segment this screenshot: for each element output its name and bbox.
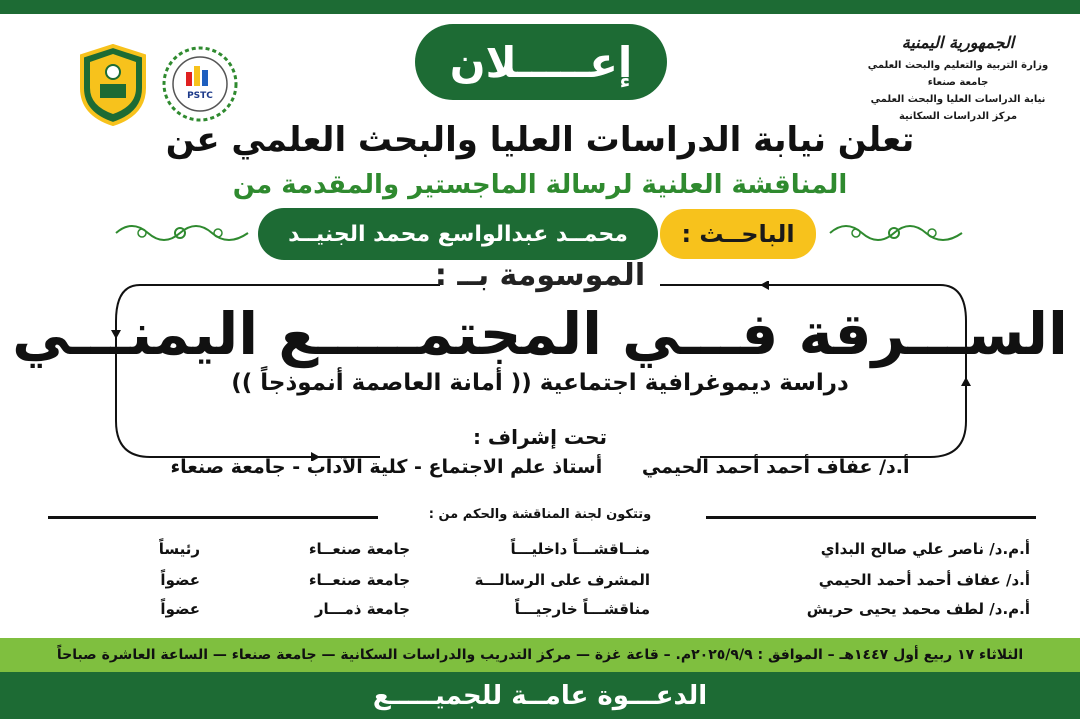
supervision-label: تحت إشراف : bbox=[472, 425, 608, 449]
member-name: أ.د/ عفاف أحمد أحمد الحيمي bbox=[818, 571, 1030, 589]
ministry-line: وزارة التربية والتعليم والبحث العلمي bbox=[867, 60, 1049, 71]
ornament-left bbox=[112, 215, 252, 251]
university-logo bbox=[78, 44, 148, 126]
university-line: جامعة صنعاء bbox=[927, 77, 989, 88]
member-role: مناقشـــاً خارجيـــاً bbox=[514, 600, 650, 618]
subheadline: المناقشة العلنية لرسالة الماجستير والمقدمة من bbox=[232, 170, 848, 200]
ministry-header bbox=[858, 34, 1058, 125]
thesis-subtitle: دراسة ديموغرافية اجتماعية (( أمانة العاصمة أنموذجاً )) bbox=[231, 370, 849, 396]
member-university: جامعة صنعــاء bbox=[308, 571, 410, 589]
center-line: مركز الدراسات السكانية bbox=[898, 111, 1018, 122]
member-role: المشرف على الرسالـــة bbox=[474, 571, 650, 589]
committee-row bbox=[60, 600, 1030, 624]
vice-presidency-line: نيابة الدراسات العليا والبحث العلمي bbox=[870, 94, 1046, 105]
member-name: أ.م.د/ ناصر علي صالح البداي bbox=[820, 540, 1030, 558]
researcher-name: محمــد عبدالواسع محمد الجنيــد bbox=[258, 208, 658, 260]
member-role: منــاقشـــاً داخليـــاً bbox=[510, 540, 650, 558]
event-details: الثلاثاء ١٧ ربيع أول ١٤٤٧هـ – الموافق : ٢٠٢٥/٩/٩م. – قاعة غزة — مركز التدريب والدراسات السكانية — جامعة صنعاء — الساعة العاشرة صباحاً bbox=[56, 647, 1024, 663]
ornament-right bbox=[826, 215, 966, 251]
thesis-title: الســـرقة فـــي المجتمـــــع اليمنـــي bbox=[12, 300, 1068, 368]
committee-row bbox=[60, 571, 1030, 595]
top-border-bar bbox=[0, 0, 1080, 14]
republic-title: الجمهورية اليمنية bbox=[901, 33, 1015, 52]
member-status: عضواً bbox=[160, 600, 200, 618]
headline: تعلن نيابة الدراسات العليا والبحث العلمي عن bbox=[165, 120, 915, 160]
supervisor-line: أ.د/ عفاف أحمد أحمد الحيمي أستاذ علم الاجتماع - كلية الآداب - جامعة صنعاء bbox=[170, 456, 910, 478]
member-university: جامعة ذمـــار bbox=[314, 600, 410, 618]
public-invitation: الدعـــوة عامــة للجميـــــع bbox=[0, 672, 1080, 719]
titled-label: الموسومة بــ : bbox=[434, 258, 646, 293]
member-status: عضواً bbox=[160, 571, 200, 589]
pstc-logo-text: PSTC bbox=[187, 91, 213, 101]
announcement-banner: إعـــــلان bbox=[415, 24, 667, 100]
member-status: رئيساً bbox=[158, 540, 200, 558]
committee-row bbox=[60, 540, 1030, 564]
member-name: أ.م.د/ لطف محمد يحيى حريش bbox=[806, 600, 1030, 618]
pstc-logo bbox=[158, 44, 242, 124]
member-university: جامعة صنعــاء bbox=[308, 540, 410, 558]
committee-label: وتتكون لجنة المناقشة والحكم من : bbox=[428, 507, 652, 522]
researcher-label: الباحــث : bbox=[660, 209, 816, 259]
